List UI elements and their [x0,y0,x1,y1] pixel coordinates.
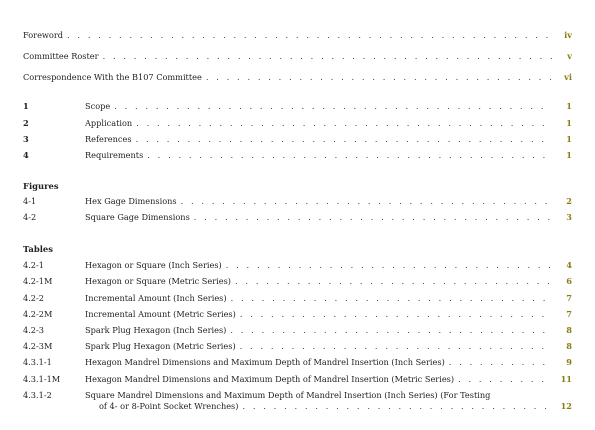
toc-entry-number: 1 [23,101,29,111]
leader-dots [240,307,552,321]
toc-entry-page: vi [564,72,572,82]
toc-entry-number: 4.2-3M [23,341,53,351]
toc-entry-correspondence[interactable] [23,70,572,84]
leader-dots [206,70,552,84]
leader-dots [181,194,552,208]
toc-entry-figure-4-2[interactable] [23,210,572,224]
toc-entry-page: 2 [566,196,572,206]
toc-entry-number: 4-1 [23,196,37,206]
toc-entry-foreword[interactable] [23,28,572,42]
toc-entry-page: 1 [566,150,572,160]
toc-entry-title: Requirements [85,150,144,160]
toc-entry-number: 3 [23,134,29,144]
toc-entry-number: 4.3.1-1 [23,357,52,367]
toc-entry-number: 4 [23,150,29,160]
toc-entry-title: Spark Plug Hexagon (Inch Series) [85,325,227,335]
toc-entry-title: Correspondence With the B107 Committee [23,72,202,82]
toc-entry-number: 4.2-2M [23,309,53,319]
toc-entry-page: 8 [566,325,572,335]
leader-dots [136,132,552,146]
toc-entry-number: 2 [23,118,29,128]
toc-entry-table-4-3-1-1m[interactable] [23,372,572,386]
toc-entry-title: Incremental Amount (Metric Series) [85,309,236,319]
leader-dots [194,210,552,224]
toc-entry-page: 6 [566,276,572,286]
toc-entry-number: 4.3.1-1M [23,374,61,384]
toc-entry-title: Foreword [23,30,64,40]
leader-dots [226,258,552,272]
toc-entry-table-4-2-1m[interactable] [23,274,572,288]
toc-entry-page: 1 [566,101,572,111]
toc-entry-table-4-2-1[interactable] [23,258,572,272]
toc-entry-title: Hex Gage Dimensions [85,196,177,206]
leader-dots [240,339,552,353]
toc-entry-table-4-3-1-2[interactable] [23,390,572,414]
toc-entry-section-2[interactable] [23,116,572,130]
leader-dots [67,28,552,42]
toc-entry-page: 4 [566,260,572,270]
leader-dots [458,372,552,386]
toc-entry-title: Scope [85,101,111,111]
figures-heading: Figures [23,181,59,191]
toc-entry-title: Spark Plug Hexagon (Metric Series) [85,341,236,351]
toc-entry-page: 1 [566,118,572,128]
toc-entry-table-4-2-3m[interactable] [23,339,572,353]
toc-entry-number: 4.2-2 [23,293,44,303]
toc-entry-page: 3 [566,212,572,222]
leader-dots [136,116,552,130]
leader-dots [235,274,552,288]
leader-dots [231,291,552,305]
leader-dots [230,323,552,337]
toc-entry-title-line-1: Square Mandrel Dimensions and Maximum Depth of Mandrel Insertion (Inch Series) (For Testing [85,390,491,400]
toc-entry-title: Committee Roster [23,51,99,61]
toc-entry-number: 4.3.1-2 [23,390,52,400]
toc-entry-page: 1 [566,134,572,144]
toc-entry-page: 8 [566,341,572,351]
toc-entry-section-1[interactable] [23,99,572,113]
toc-entry-title: Hexagon or Square (Metric Series) [85,276,232,286]
toc-entry-page: 12 [560,401,572,411]
toc-entry-number: 4-2 [23,212,37,222]
toc-entry-page: v [567,51,572,61]
toc-entry-number: 4.2-1M [23,276,53,286]
toc-entry-table-4-2-3[interactable] [23,323,572,337]
toc-entry-number: 4.2-1 [23,260,44,270]
toc-entry-page: 7 [566,293,572,303]
toc-entry-committee-roster[interactable] [23,49,572,63]
leader-dots [114,99,552,113]
toc-entry-figure-4-1[interactable] [23,194,572,208]
toc-entry-section-3[interactable] [23,132,572,146]
toc-entry-page: 11 [560,374,572,384]
toc-entry-title: References [85,134,132,144]
toc-entry-title: Application [85,118,133,128]
toc-entry-title: Hexagon or Square (Inch Series) [85,260,222,270]
toc-entry-section-4[interactable] [23,148,572,162]
leader-dots [103,49,552,63]
leader-dots [449,355,552,369]
toc-entry-title: Hexagon Mandrel Dimensions and Maximum Depth of Mandrel Insertion (Metric Series) [85,374,455,384]
toc-entry-table-4-2-2m[interactable] [23,307,572,321]
toc-entry-title: Hexagon Mandrel Dimensions and Maximum Depth of Mandrel Insertion (Inch Series) [85,357,445,367]
leader-dots [242,401,552,412]
toc-entry-page: iv [564,30,572,40]
toc-entry-title: Incremental Amount (Inch Series) [85,293,227,303]
toc-entry-table-4-3-1-1[interactable] [23,355,572,369]
tables-heading: Tables [23,244,53,254]
toc-entry-page: 7 [566,309,572,319]
toc-entry-page: 9 [566,357,572,367]
toc-entry-title-line-2: of 4- or 8-Point Socket Wrenches) [99,401,239,411]
toc-entry-number: 4.2-3 [23,325,44,335]
toc-entry-title: Square Gage Dimensions [85,212,190,222]
leader-dots [147,148,552,162]
toc-entry-table-4-2-2[interactable] [23,291,572,305]
